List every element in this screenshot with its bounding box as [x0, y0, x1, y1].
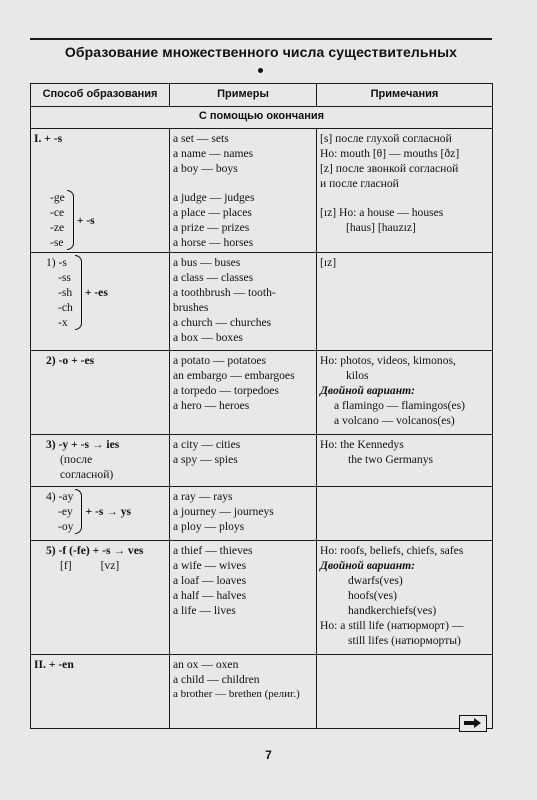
method-cell — [31, 129, 170, 253]
note-line: a flamingo — flamingos(es) — [334, 399, 466, 412]
ending-item: -ce — [50, 206, 65, 219]
brace-shape — [75, 255, 82, 330]
example-line: a journey — journeys — [173, 505, 274, 518]
brace-group — [34, 255, 166, 330]
examples-cell — [170, 487, 317, 541]
ending-item: -se — [50, 236, 64, 249]
notes-cell — [317, 435, 493, 487]
example-line: a loaf — loaves — [173, 574, 247, 587]
method-cell — [31, 351, 170, 435]
ending-item: -ge — [50, 191, 65, 204]
example-line: a horse — horses — [173, 236, 254, 249]
note-line: Но: roofs, beliefs, chiefs, safes — [320, 544, 464, 557]
example-line: a place — places — [173, 206, 252, 219]
method-text: II. + -en — [34, 658, 74, 671]
ending-item: 1) -s — [46, 256, 67, 269]
example-line: a wife — wives — [173, 559, 247, 572]
note-line: Но: mouth [θ] — mouths [ðz] — [320, 147, 460, 160]
example-line: a boy — boys — [173, 162, 238, 175]
note-line: handkerchiefs(ves) — [348, 604, 437, 617]
method-text: 5) -f (-fe) + -s → ves — [46, 544, 144, 557]
example-line: a ploy — ploys — [173, 520, 245, 533]
table-row — [31, 655, 493, 729]
example-line: a half — halves — [173, 589, 247, 602]
brace-group — [34, 190, 166, 250]
method-text: 2) -o + -es — [46, 354, 95, 367]
example-line: a set — sets — [173, 132, 229, 145]
note-line: Но: photos, videos, kimonos, — [320, 354, 456, 367]
table-row — [31, 351, 493, 435]
examples-cell — [170, 435, 317, 487]
notes-cell — [317, 541, 493, 655]
note-line: [ız] Но: a house — houses — [320, 206, 444, 219]
method-text: I. + -s — [34, 132, 63, 145]
method-cell — [31, 435, 170, 487]
brace-group — [34, 489, 166, 534]
example-line: a box — boxes — [173, 331, 243, 344]
examples-cell — [170, 253, 317, 351]
example-line: a judge — judges — [173, 191, 255, 204]
brace-shape — [67, 190, 74, 250]
brace-suffix: + -s — [76, 213, 95, 227]
note-line: kilos — [346, 369, 369, 382]
examples-cell — [170, 541, 317, 655]
ending-item: -sh — [58, 286, 73, 299]
table-row — [31, 435, 493, 487]
examples-cell — [170, 129, 317, 253]
note-line: и после гласной — [320, 177, 399, 190]
examples-cell — [170, 351, 317, 435]
plural-formation-table — [30, 83, 493, 729]
header-examples: Примеры — [170, 84, 317, 107]
notes-cell — [317, 253, 493, 351]
note-line: [ız] — [320, 256, 337, 269]
notes-cell — [317, 351, 493, 435]
example-line: a brother — brethen (религ.) — [173, 688, 300, 700]
section-title: С помощью окончания — [31, 107, 493, 129]
note-line: [haus] [hauzız] — [346, 221, 416, 234]
table-row — [31, 129, 493, 253]
note-line: Двойной вариант: — [320, 559, 416, 572]
example-line: a toothbrush — tooth- — [173, 286, 276, 299]
header-method: Способ образования — [31, 84, 170, 107]
note-line: [s] после глухой согласной — [320, 132, 452, 145]
example-line: an embargo — embargoes — [173, 369, 295, 382]
ending-item: -ss — [58, 271, 71, 284]
example-line: a life — lives — [173, 604, 236, 617]
note-line: [z] после звонкой согласной — [320, 162, 459, 175]
title-bullet — [258, 68, 263, 73]
example-line: a city — cities — [173, 438, 241, 451]
method-text: 3) -y + -s → ies — [46, 438, 120, 451]
example-line: a bus — buses — [173, 256, 241, 269]
note-line: Двойной вариант: — [320, 384, 416, 397]
ending-item: -x — [58, 316, 68, 329]
top-rule — [30, 38, 492, 40]
header-notes: Примечания — [317, 84, 493, 107]
ending-item: -ze — [50, 221, 65, 234]
note-line: hoofs(ves) — [348, 589, 397, 602]
method-cell — [31, 655, 170, 729]
ending-item: -ch — [58, 301, 73, 314]
notes-cell — [317, 487, 493, 541]
example-line: a hero — heroes — [173, 399, 250, 412]
method-cell — [31, 253, 170, 351]
note-line: dwarfs(ves) — [348, 574, 403, 587]
method-cell — [31, 487, 170, 541]
example-line: a spy — spies — [173, 453, 238, 466]
example-line: a thief — thieves — [173, 544, 253, 557]
method-text: [f] [vz] — [60, 559, 120, 572]
example-line: a potato — potatoes — [173, 354, 267, 367]
example-line: a class — classes — [173, 271, 254, 284]
notes-cell — [317, 129, 493, 253]
note-line: still lifes (натюрморты) — [348, 634, 461, 647]
example-line: a ray — rays — [173, 490, 233, 503]
note-line: Но: a still life (натюрморт) — — [320, 619, 464, 632]
page-number: 7 — [265, 748, 272, 762]
example-line: a torpedo — torpedoes — [173, 384, 279, 397]
ending-item: -ey — [58, 505, 73, 518]
brace-suffix: + -es — [84, 286, 108, 299]
header-row — [31, 84, 493, 107]
example-line: a child — children — [173, 673, 260, 686]
method-text: согласной) — [60, 468, 114, 481]
page-title: Образование множественного числа существительных — [64, 44, 458, 60]
ending-item: -oy — [58, 520, 74, 533]
ending-item: 4) -ay — [46, 490, 74, 503]
table-row — [31, 253, 493, 351]
table-row — [31, 541, 493, 655]
note-line: the two Germanys — [348, 453, 434, 466]
example-line: a church — churches — [173, 316, 272, 329]
brace-suffix: + -s → ys — [85, 505, 132, 518]
brace-shape — [75, 489, 82, 534]
note-line: a volcano — volcanos(es) — [334, 414, 455, 427]
examples-cell — [170, 655, 317, 729]
example-line: an ox — oxen — [173, 658, 239, 671]
right-arrow-icon-svg — [460, 716, 485, 730]
example-line: brushes — [173, 301, 209, 314]
method-cell — [31, 541, 170, 655]
right-arrow-icon[interactable] — [459, 715, 487, 732]
example-line: a prize — prizes — [173, 221, 250, 234]
table-row — [31, 487, 493, 541]
section-row — [31, 107, 493, 129]
note-line: Но: the Kennedys — [320, 438, 404, 451]
method-text: (после — [60, 453, 93, 466]
example-line: a name — names — [173, 147, 254, 160]
